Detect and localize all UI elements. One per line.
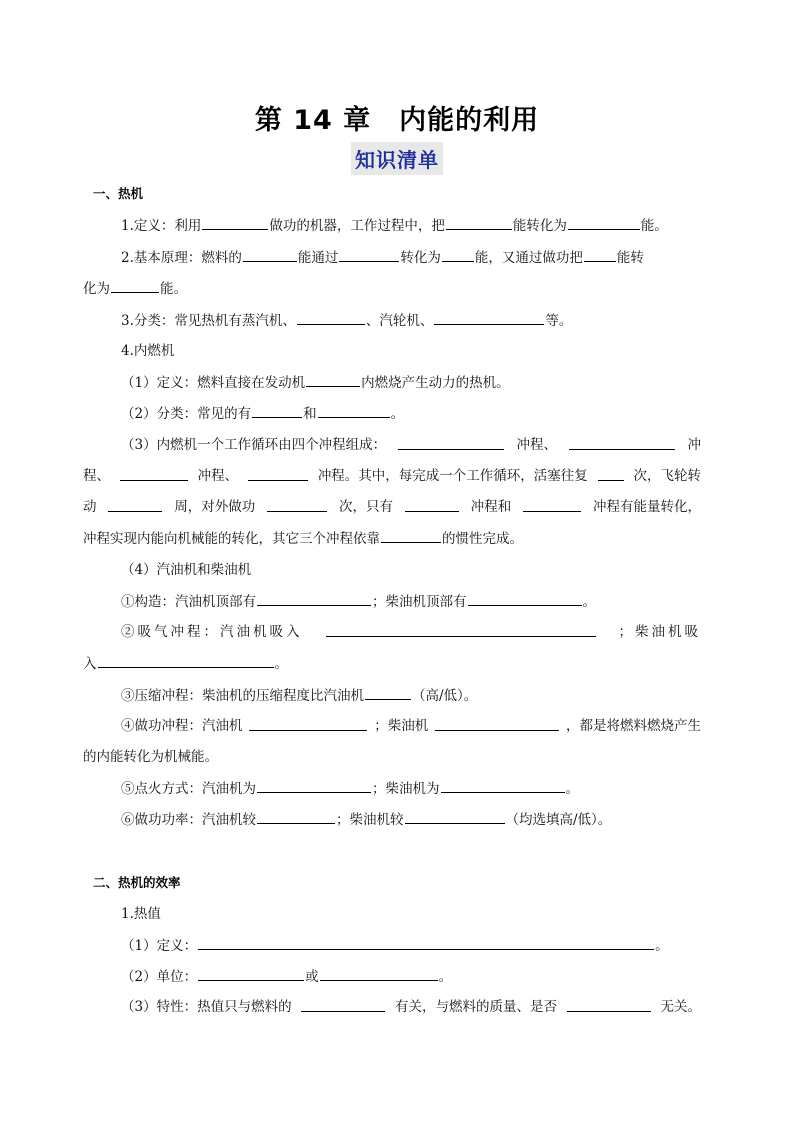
text-segment: ；柴油机吸	[618, 624, 701, 640]
answer-blank[interactable]	[243, 247, 297, 262]
line-ice-heading	[83, 341, 701, 361]
text-segment: 冲	[687, 437, 701, 453]
answer-blank[interactable]	[306, 372, 360, 387]
text-segment: 做功的机器，工作过程中，把	[269, 218, 445, 234]
text-segment: 。	[582, 594, 596, 610]
answer-blank[interactable]	[398, 435, 504, 450]
text-segment: 。	[274, 656, 288, 672]
answer-blank[interactable]	[318, 403, 390, 418]
answer-blank[interactable]	[446, 215, 512, 230]
section-heading-heat-engine: 一、热机	[93, 186, 144, 201]
line-working-cycle-cont	[83, 466, 701, 486]
line-flywheel	[83, 497, 701, 517]
line-compression-stroke	[83, 685, 701, 706]
text-segment: 能，又通过做功把	[474, 250, 583, 266]
answer-blank[interactable]	[598, 466, 624, 481]
text-segment: （4）汽油机和柴油机	[121, 562, 252, 578]
text-segment: ⑤点火方式：汽油机为	[121, 781, 256, 797]
line-calorific-unit	[83, 966, 701, 987]
answer-blank[interactable]	[441, 778, 565, 793]
text-segment: 能转化为	[512, 218, 567, 234]
answer-blank[interactable]	[198, 966, 304, 981]
text-segment: 冲程和	[470, 499, 512, 515]
answer-blank[interactable]	[108, 497, 162, 512]
text-segment: 4.内燃机	[121, 343, 175, 359]
answer-blank[interactable]	[202, 215, 268, 230]
text-segment: ②吸气冲程：汽油机吸入	[121, 624, 303, 640]
text-segment: 冲程、	[516, 437, 558, 453]
answer-blank[interactable]	[567, 997, 651, 1012]
text-segment: 1.热值	[121, 906, 161, 922]
answer-blank[interactable]	[339, 247, 399, 262]
text-segment: ④做功冲程：汽油机	[121, 718, 243, 734]
text-segment: ①构造：汽油机顶部有	[121, 594, 256, 610]
text-segment: ；柴油机	[374, 718, 429, 734]
answer-blank[interactable]	[405, 809, 505, 824]
text-segment: 冲程。其中，每完成一个工作循环，活塞往复	[317, 468, 588, 484]
text-segment: 内燃烧产生动力的热机。	[361, 375, 510, 391]
text-segment: 能。	[640, 218, 668, 234]
text-segment: 能通过	[297, 250, 339, 266]
text-segment: 转化为	[400, 250, 441, 266]
text-segment: 冲程实现内能向机械能的转化，其它三个冲程依靠	[83, 531, 380, 547]
answer-blank[interactable]	[381, 528, 441, 543]
line-inertia	[83, 528, 701, 549]
text-segment: ；柴油机为	[372, 781, 440, 797]
line-ice-classification	[83, 403, 701, 424]
text-segment: 化为	[83, 281, 110, 297]
answer-blank[interactable]	[568, 215, 640, 230]
answer-blank[interactable]	[584, 247, 616, 262]
text-segment: 2.基本原理：燃料的	[121, 250, 242, 266]
answer-blank[interactable]	[248, 466, 308, 481]
answer-blank[interactable]	[326, 622, 596, 637]
text-segment: 。	[438, 969, 453, 985]
text-segment: ③压缩冲程：柴油机的压缩程度比汽油机	[121, 688, 364, 704]
answer-blank[interactable]	[405, 497, 459, 512]
text-segment: 或	[305, 969, 319, 985]
text-segment: 有关，与燃料的质量、是否	[395, 999, 558, 1015]
text-segment: （1）定义：	[121, 938, 198, 954]
text-segment: 。	[390, 406, 405, 422]
answer-blank[interactable]	[523, 497, 581, 512]
text-segment: 无关。	[660, 999, 701, 1015]
text-segment: 。	[565, 781, 579, 797]
text-segment: 冲程有能量转化，	[593, 499, 701, 515]
line-power-stroke	[83, 716, 701, 736]
text-segment: ⑥做功功率：汽油机较	[121, 812, 256, 828]
text-segment: 动	[83, 499, 97, 515]
answer-blank[interactable]	[249, 716, 367, 731]
text-segment: 次，飞轮转	[633, 468, 701, 484]
text-segment: （高/低）。	[412, 688, 478, 704]
line-intake-stroke	[83, 622, 701, 642]
line-calorific-property	[83, 997, 701, 1017]
line-intake-stroke-cont	[83, 653, 701, 674]
chapter-title: 第 14 章 内能的利用	[254, 105, 540, 136]
answer-blank[interactable]	[257, 591, 371, 606]
answer-blank[interactable]	[442, 247, 474, 262]
text-segment: ；柴油机较	[336, 812, 404, 828]
text-segment: ；柴油机顶部有	[372, 594, 467, 610]
answer-blank[interactable]	[111, 278, 159, 293]
knowledge-list-subtitle: 知识清单	[351, 142, 443, 175]
answer-blank[interactable]	[98, 653, 274, 668]
text-segment: （3）内燃机一个工作循环由四个冲程组成：	[121, 437, 387, 453]
text-segment: 和	[303, 406, 317, 422]
answer-blank[interactable]	[257, 809, 335, 824]
answer-blank[interactable]	[267, 497, 327, 512]
line-calorific-definition	[83, 935, 701, 956]
line-structure	[83, 591, 701, 612]
line-power-stroke-cont	[83, 747, 701, 767]
text-segment: 等。	[545, 313, 573, 329]
text-segment: ，都是将燃料燃烧产生	[566, 718, 701, 734]
text-segment: 3.分类：常见热机有蒸汽机、	[121, 313, 296, 329]
line-definition	[83, 215, 701, 236]
line-ignition	[83, 778, 701, 799]
text-segment: 周，对外做功	[174, 499, 256, 515]
text-segment: （1）定义：燃料直接在发动机	[121, 375, 306, 391]
text-segment: （均选填高/低）。	[505, 812, 612, 828]
answer-blank[interactable]	[569, 435, 675, 450]
line-classification	[83, 310, 701, 331]
line-working-cycle	[83, 435, 701, 455]
answer-blank[interactable]	[257, 778, 371, 793]
text-segment: 冲程、	[197, 468, 239, 484]
text-segment: 。	[655, 938, 669, 954]
answer-blank[interactable]	[252, 403, 302, 418]
line-basic-principle	[83, 247, 701, 268]
subtitle-wrap	[0, 142, 794, 175]
line-calorific-heading	[83, 904, 701, 924]
text-segment: （3）特性：热值只与燃料的	[121, 999, 292, 1015]
line-basic-principle-cont	[83, 278, 701, 299]
answer-blank[interactable]	[435, 716, 559, 731]
answer-blank[interactable]	[297, 310, 365, 325]
text-segment: 的惯性完成。	[442, 531, 523, 547]
line-power-output	[83, 809, 701, 830]
line-gas-diesel-heading	[83, 560, 701, 580]
text-segment: （2）分类：常见的有	[121, 406, 252, 422]
line-ice-definition	[83, 372, 701, 393]
answer-blank[interactable]	[434, 310, 544, 325]
text-segment: 能转	[616, 250, 644, 266]
answer-blank[interactable]	[198, 935, 654, 950]
text-segment: 入	[83, 656, 97, 672]
text-segment: （2）单位：	[121, 969, 198, 985]
text-segment: 程、	[83, 468, 110, 484]
text-segment: 1.定义：利用	[121, 218, 202, 234]
answer-blank[interactable]	[301, 997, 385, 1012]
text-segment: 的内能转化为机械能。	[83, 749, 218, 765]
section-heading-efficiency: 二、热机的效率	[93, 875, 181, 890]
answer-blank[interactable]	[468, 591, 582, 606]
answer-blank[interactable]	[365, 685, 411, 700]
text-segment: 次，只有	[339, 499, 393, 515]
text-segment: 能。	[160, 281, 187, 297]
answer-blank[interactable]	[120, 466, 188, 481]
answer-blank[interactable]	[320, 966, 438, 981]
text-segment: 、汽轮机、	[365, 313, 434, 329]
